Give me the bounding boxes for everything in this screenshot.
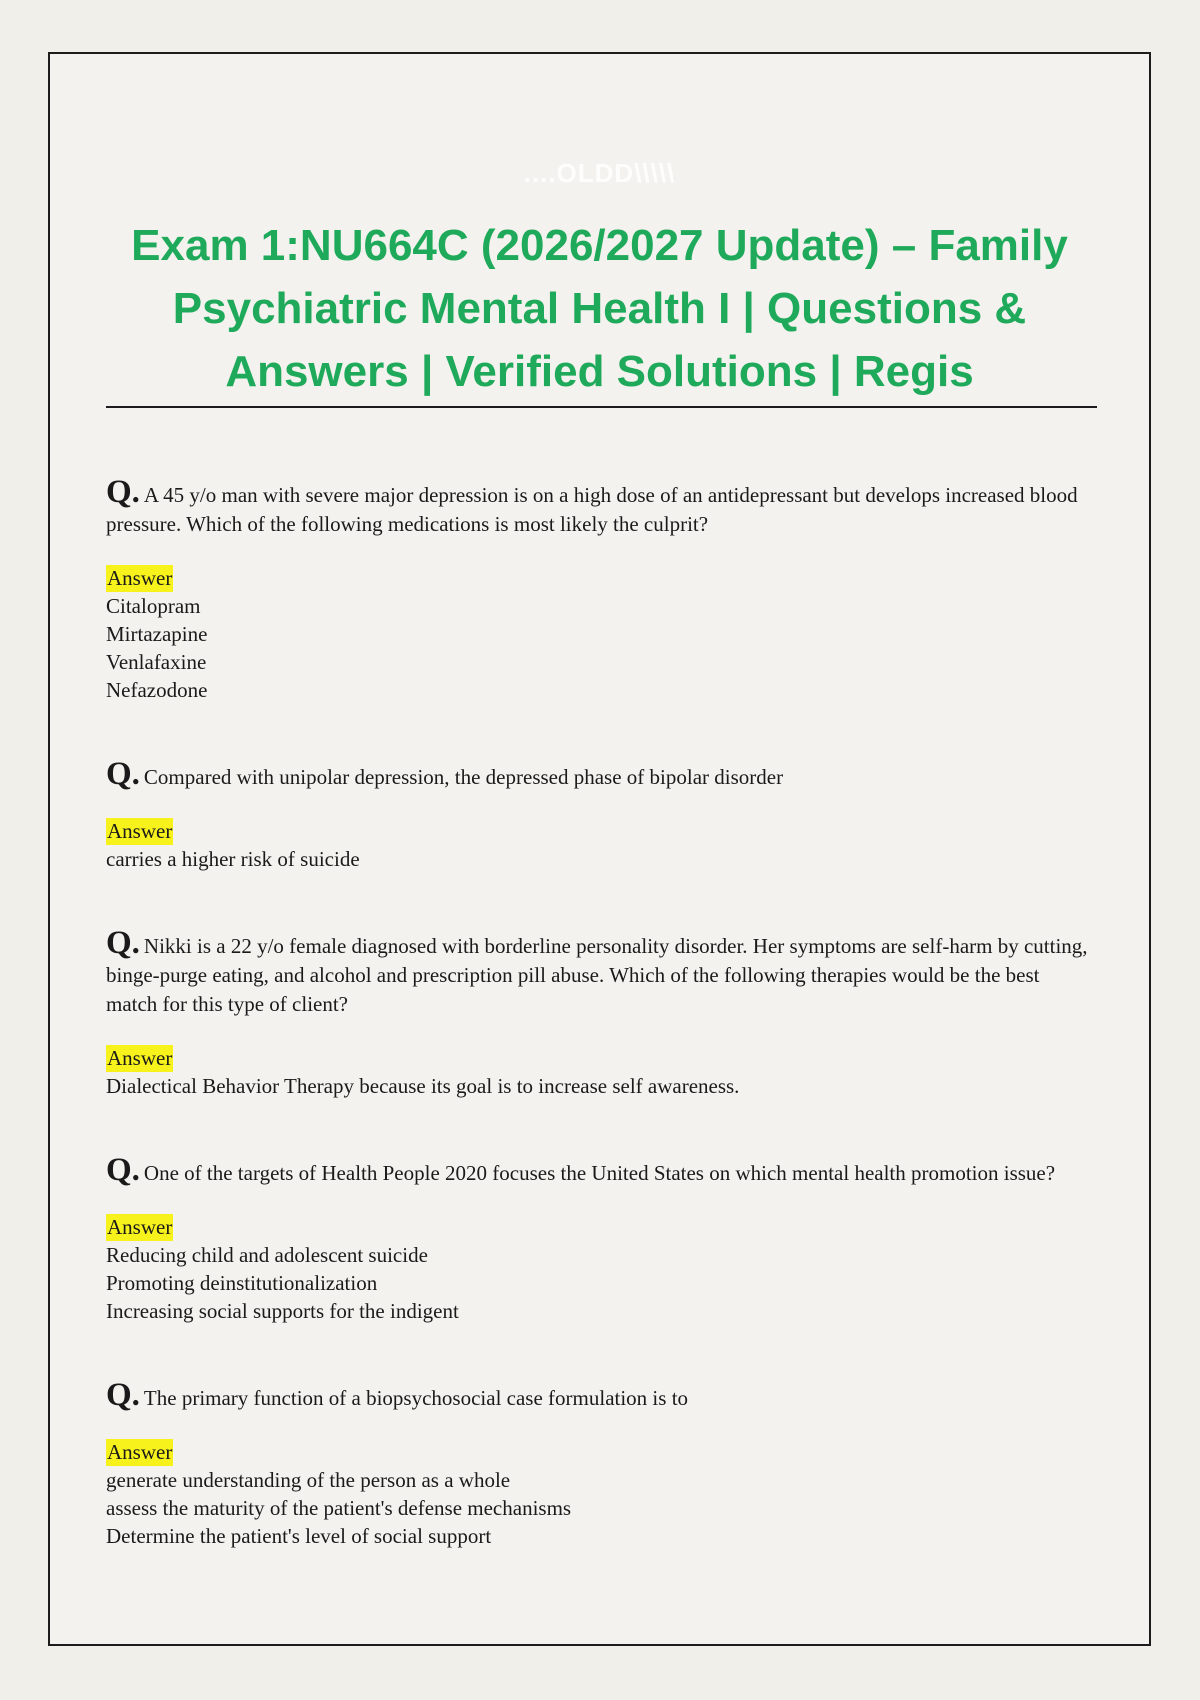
document-title: Exam 1:NU664C (2026/2027 Update) – Family Psychiatric Mental Health I | Questions & Answers | Verified Solutions | Regis [131, 221, 1068, 396]
question-text: The primary function of a biopsychosocial case formulation is to [143, 1386, 689, 1410]
answer-line: Determine the patient's level of social support [106, 1524, 492, 1548]
qa-list [106, 474, 1089, 1550]
question-marker: Q. [106, 756, 140, 792]
answer-label: Answer [107, 1215, 173, 1239]
question-text: One of the targets of Health People 2020 focuses the United States on which mental health promotion issue? [143, 1161, 1056, 1185]
question [106, 925, 1089, 1019]
answer-block [106, 1439, 1089, 1550]
question-text: A 45 y/o man with severe major depression is on a high dose of an antidepressant but develops increased blood pressure. Which of the following medications is most likely the culprit? [106, 483, 1078, 536]
qa-item [106, 1377, 1089, 1550]
answer-line: Promoting deinstitutionalization [106, 1271, 378, 1295]
question-text: Compared with unipolar depression, the depressed phase of bipolar disorder [143, 765, 784, 789]
qa-item [106, 1152, 1089, 1325]
answer-label: Answer [107, 566, 173, 590]
qa-item [106, 756, 1089, 873]
question [106, 1377, 1089, 1413]
answer-label: Answer [107, 819, 173, 843]
question [106, 1152, 1089, 1188]
answer-block [106, 1214, 1089, 1325]
answer-label: Answer [107, 1440, 173, 1464]
answer-line: Mirtazapine [106, 622, 208, 646]
answer-line: assess the maturity of the patient's defense mechanisms [106, 1496, 572, 1520]
qa-item [106, 474, 1089, 704]
question-marker: Q. [106, 1377, 140, 1413]
question-text: Nikki is a 22 y/o female diagnosed with borderline personality disorder. Her symptoms are self-harm by cutting, binge-purge eating, and alcohol and prescription pill abuse. Which of the following therapies would be the best match for this type of client? [106, 934, 1088, 1016]
question-marker: Q. [106, 925, 140, 961]
question-marker: Q. [106, 474, 140, 510]
watermark: ....OLDD\\\\\ [523, 158, 676, 188]
qa-item [106, 925, 1089, 1100]
question [106, 474, 1089, 539]
question [106, 756, 1089, 792]
answer-block [106, 565, 1089, 704]
answer-block [106, 818, 1089, 873]
answer-line: Nefazodone [106, 678, 208, 702]
answer-line: Citalopram [106, 594, 201, 618]
title-divider [106, 406, 1097, 408]
answer-label: Answer [107, 1046, 173, 1070]
answer-block [106, 1045, 1089, 1100]
answer-line: Increasing social supports for the indigent [106, 1299, 459, 1323]
question-marker: Q. [106, 1152, 140, 1188]
answer-line: generate understanding of the person as a whole [106, 1468, 511, 1492]
document-page [48, 52, 1151, 1646]
answer-line: carries a higher risk of suicide [106, 847, 360, 871]
answer-line: Reducing child and adolescent suicide [106, 1243, 428, 1267]
answer-line: Venlafaxine [106, 650, 207, 674]
answer-line: Dialectical Behavior Therapy because its goal is to increase self awareness. [106, 1074, 740, 1098]
